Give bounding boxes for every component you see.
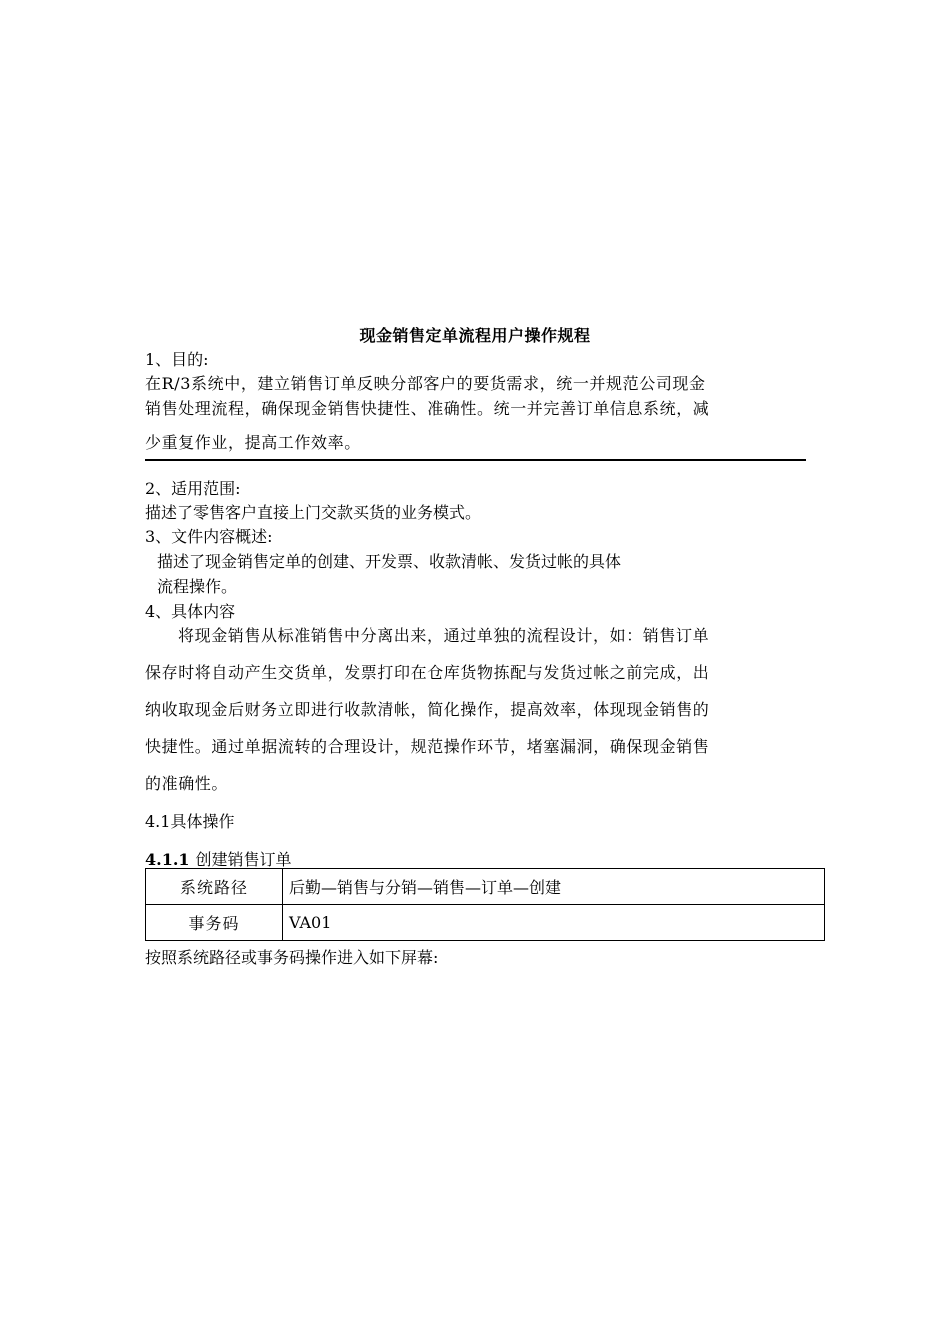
section-1-body [145, 372, 807, 465]
table-key-cell: 系统路径 [146, 869, 283, 905]
table-row [146, 905, 825, 941]
section-4-1-1-heading [145, 847, 292, 870]
path-table [145, 868, 825, 941]
section-4-line: 纳收取现金后财务立即进行收款清帐，简化操作，提高效率，体现现金销售的 [145, 700, 710, 719]
section-4-heading: 4、具体内容 [145, 602, 236, 621]
section-2-heading: 2、适用范围: [145, 479, 241, 498]
section-4-line: 保存时将自动产生交货单，发票打印在仓库货物拣配与发货过帐之前完成，出 [145, 663, 710, 682]
section-3-line: 描述了现金销售定单的创建、开发票、收款清帐、发货过帐的具体 [157, 552, 622, 571]
document-title: 现金销售定单流程用户操作规程 [359, 326, 591, 345]
section-number: 4.1.1 [145, 850, 190, 869]
section-4-line: 将现金销售从标准销售中分离出来，通过单独的流程设计，如：销售订单 [178, 626, 710, 645]
section-3-heading: 3、文件内容概述: [145, 527, 273, 546]
table-row [146, 869, 825, 905]
section-1-line: 在R/3系统中，建立销售订单反映分部客户的要货需求，统一并规范公司现金 [145, 374, 706, 393]
closing-text: 按照系统路径或事务码操作进入如下屏幕: [145, 948, 439, 967]
horizontal-rule [145, 459, 806, 461]
section-title: 创建销售订单 [195, 850, 292, 869]
section-4-line: 的准确性。 [145, 774, 229, 793]
section-1-heading: 1、目的: [145, 350, 209, 369]
table-value-cell: VA01 [283, 905, 825, 941]
section-1-line: 少重复作业，提高工作效率。 [145, 433, 361, 452]
section-4-line: 快捷性。通过单据流转的合理设计，规范操作环节，堵塞漏洞，确保现金销售 [145, 737, 710, 756]
section-1-line: 销售处理流程，确保现金销售快捷性、准确性。统一并完善订单信息系统，减 [145, 399, 710, 418]
section-3-line: 流程操作。 [157, 577, 238, 596]
section-4-1-heading: 4.1具体操作 [145, 812, 235, 831]
table-key-cell: 事务码 [146, 905, 283, 941]
section-2-text: 描述了零售客户直接上门交款买货的业务模式。 [145, 503, 482, 522]
section-4-body [145, 624, 807, 809]
table-value-cell: 后勤—销售与分销—销售—订单—创建 [283, 869, 825, 905]
